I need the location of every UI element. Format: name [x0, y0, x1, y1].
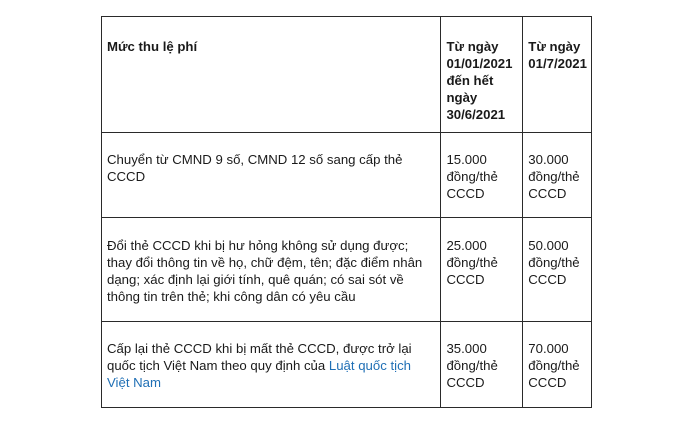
row-description: Chuyển từ CMND 9 số, CMND 12 số sang cấp thẻ CCCD: [102, 133, 441, 218]
header-period-a: Từ ngày 01/01/2021 đến hết ngày 30/6/2021: [441, 17, 523, 133]
row-fee-period-a: 25.000 đồng/thẻ CCCD: [441, 218, 523, 322]
row-description: Đổi thẻ CCCD khi bị hư hỏng không sử dụng được; thay đổi thông tin về họ, chữ đệm, tên; đặc điểm nhân dạng; xác định lại giới tính, quê quán; có sai sót về thông tin trên thẻ; khi công dân có yêu cầu: [102, 218, 441, 322]
table-row: [102, 218, 592, 322]
table-row: [102, 133, 592, 218]
table-row: [102, 322, 592, 408]
row-fee-period-b: 50.000 đồng/thẻ CCCD: [523, 218, 592, 322]
header-period-b: Từ ngày 01/7/2021: [523, 17, 592, 133]
fee-table: [101, 16, 592, 408]
nationality-law-link[interactable]: Luật quốc tịch Việt Nam: [107, 358, 412, 390]
table-header-row: [102, 17, 592, 133]
header-fee-level: Mức thu lệ phí: [102, 17, 441, 133]
row-fee-period-a: 15.000 đồng/thẻ CCCD: [441, 133, 523, 218]
row-fee-period-b: 30.000 đồng/thẻ CCCD: [523, 133, 592, 218]
row-fee-period-a: 35.000 đồng/thẻ CCCD: [441, 322, 523, 408]
row-description: [102, 322, 441, 408]
row-description-text: Cấp lại thẻ CCCD khi bị mất thẻ CCCD, được trở lại quốc tịch Việt Nam theo quy định của: [107, 341, 412, 373]
row-fee-period-b: 70.000 đồng/thẻ CCCD: [523, 322, 592, 408]
